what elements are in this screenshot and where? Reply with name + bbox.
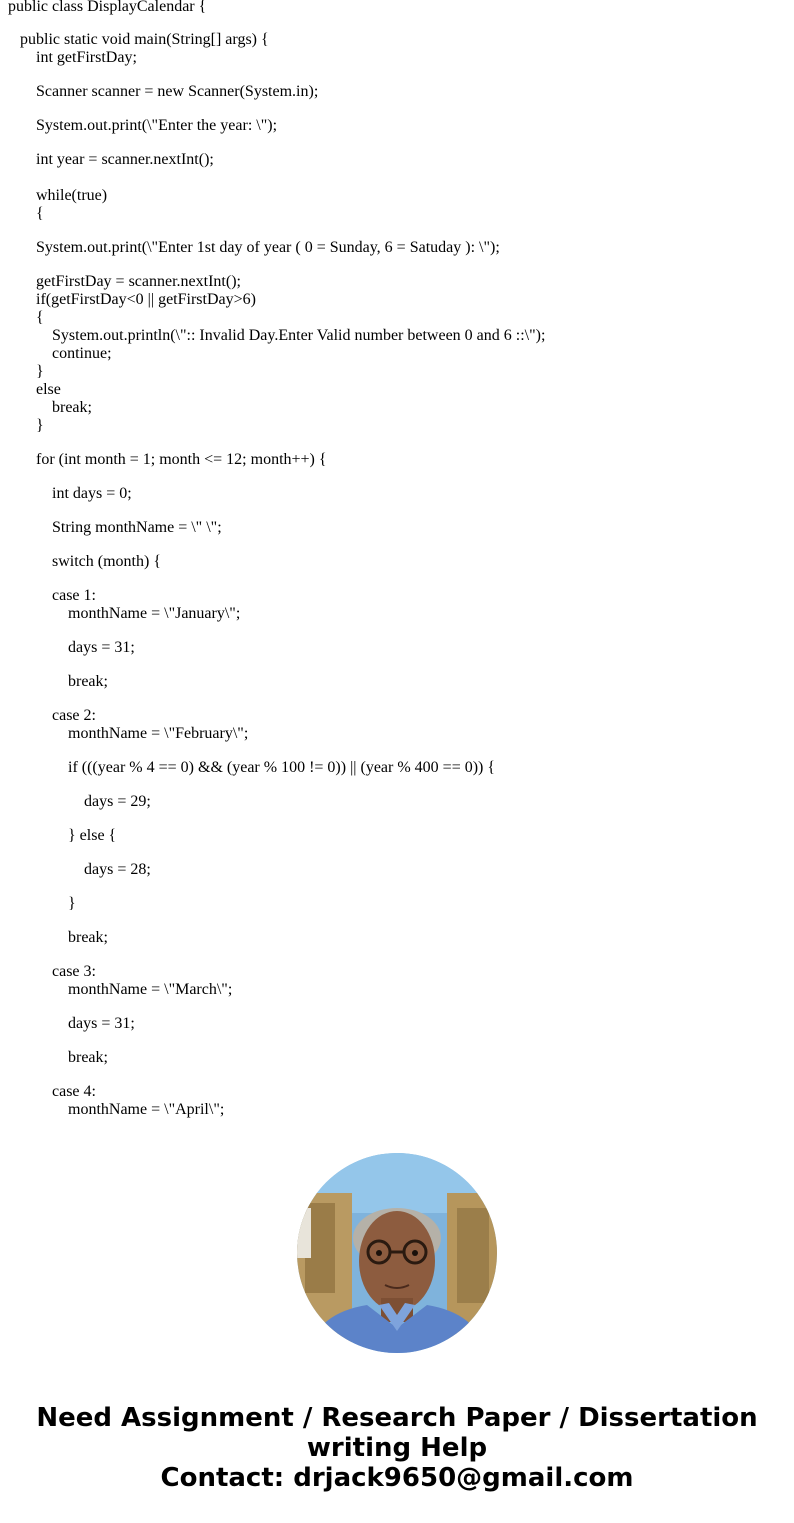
code-line: break; bbox=[68, 1049, 108, 1066]
code-line: case 4: bbox=[52, 1083, 96, 1100]
promo-banner bbox=[0, 1403, 794, 1493]
code-line: case 1: bbox=[52, 587, 96, 604]
code-line: if (((year % 4 == 0) && (year % 100 != 0)) || (year % 400 == 0)) { bbox=[68, 759, 496, 776]
code-line: switch (month) { bbox=[52, 553, 161, 570]
code-line: if(getFirstDay<0 || getFirstDay>6) bbox=[36, 291, 256, 308]
promo-line-1: Need Assignment / Research Paper / Dissertation bbox=[36, 1403, 758, 1433]
code-line: continue; bbox=[52, 345, 112, 362]
code-line: days = 31; bbox=[68, 1015, 135, 1032]
code-line: System.out.println(\":: Invalid Day.Enter Valid number between 0 and 6 ::\"); bbox=[52, 327, 546, 344]
code-line: System.out.print(\"Enter 1st day of year ( 0 = Sunday, 6 = Satuday ): \"); bbox=[36, 239, 500, 256]
code-line: { bbox=[36, 205, 44, 222]
code-line: } bbox=[36, 417, 44, 434]
code-line: break; bbox=[68, 929, 108, 946]
code-line: public static void main(String[] args) { bbox=[20, 31, 269, 48]
author-photo bbox=[297, 1153, 497, 1353]
code-line: int year = scanner.nextInt(); bbox=[36, 151, 214, 168]
code-line: int days = 0; bbox=[52, 485, 132, 502]
code-line: case 2: bbox=[52, 707, 96, 724]
code-line: monthName = \"February\"; bbox=[68, 725, 249, 742]
code-line: System.out.print(\"Enter the year: \"); bbox=[36, 117, 278, 134]
code-line: String monthName = \" \"; bbox=[52, 519, 222, 536]
code-line: else bbox=[36, 381, 61, 398]
promo-line-3: Contact: drjack9650@gmail.com bbox=[160, 1463, 634, 1493]
code-line: getFirstDay = scanner.nextInt(); bbox=[36, 273, 241, 290]
code-line: monthName = \"March\"; bbox=[68, 981, 233, 998]
code-line: days = 28; bbox=[84, 861, 151, 878]
code-line: public class DisplayCalendar { bbox=[8, 0, 207, 15]
code-line: monthName = \"January\"; bbox=[68, 605, 241, 622]
code-line: break; bbox=[68, 673, 108, 690]
code-line: days = 31; bbox=[68, 639, 135, 656]
code-line: while(true) bbox=[36, 187, 108, 204]
code-line: monthName = \"April\"; bbox=[68, 1101, 225, 1118]
code-line: for (int month = 1; month <= 12; month++) { bbox=[36, 451, 327, 468]
code-line: int getFirstDay; bbox=[36, 49, 137, 66]
code-line: { bbox=[36, 309, 44, 326]
code-line: Scanner scanner = new Scanner(System.in); bbox=[36, 83, 319, 100]
code-line: case 3: bbox=[52, 963, 96, 980]
code-line: } else { bbox=[68, 827, 117, 844]
code-line: } bbox=[36, 363, 44, 380]
code-line: break; bbox=[52, 399, 92, 416]
code-line: days = 29; bbox=[84, 793, 151, 810]
code-line: } bbox=[68, 895, 76, 912]
promo-line-2: writing Help bbox=[306, 1433, 488, 1463]
